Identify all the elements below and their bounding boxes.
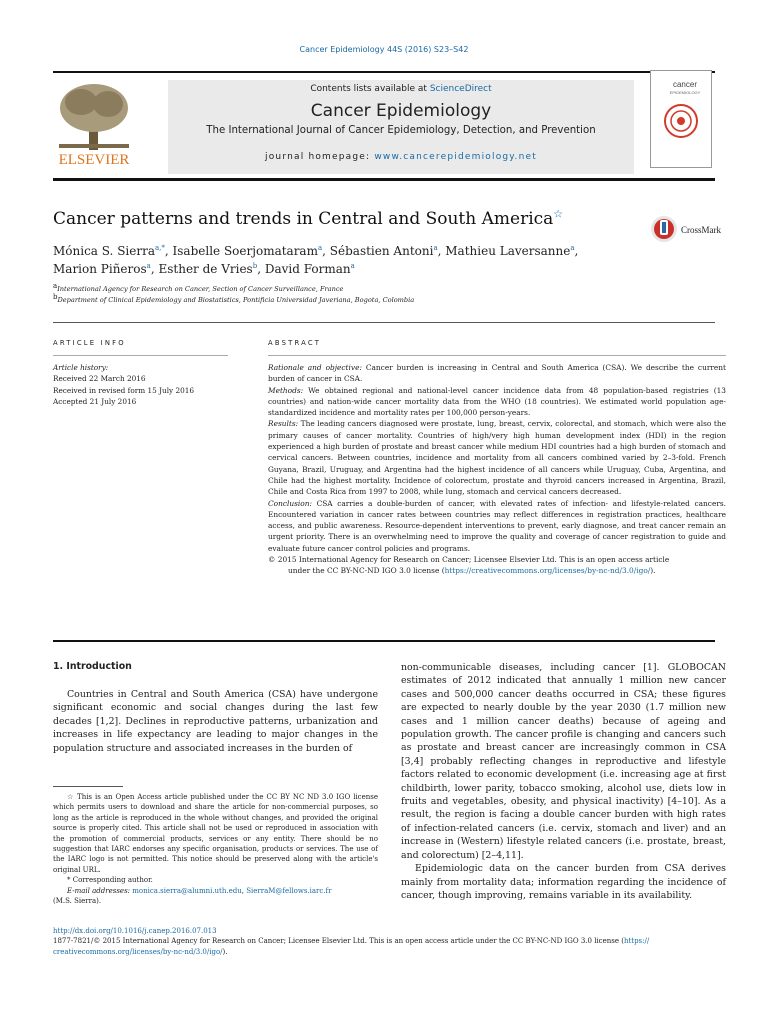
article-info-label: ARTICLE INFO — [53, 339, 126, 347]
svg-text:CrossMark: CrossMark — [681, 225, 721, 235]
email-link-1[interactable]: monica.sierra@alumni.uth.edu — [132, 886, 242, 895]
left-column-text — [53, 688, 378, 755]
copyright-line: 1877-7821/© 2015 International Agency for Research on Cancer; Licensee Elsevier Ltd. This is an open access article under the CC BY-NC-ND IGO 3.0 license (https:// creativecommons.org/licenses/by-nc-nd/3.0/igo/). — [53, 937, 650, 956]
journal-cover-thumbnail[interactable] — [650, 70, 712, 168]
history-accepted: Accepted 21 July 2016 — [53, 396, 137, 406]
author-name: Marion Piñeros — [53, 262, 147, 276]
author-name: Isabelle Soerjomataram — [172, 244, 318, 258]
elsevier-logo — [53, 80, 135, 166]
author-name: Sébastien Antoni — [329, 244, 434, 258]
article-title: Cancer patterns and trends in Central and South America☆ — [53, 207, 564, 229]
license-link[interactable]: https://creativecommons.org/licenses/by-nc-nd/3.0/igo/ — [444, 566, 651, 576]
footnotes — [53, 792, 378, 906]
author-affiliation-mark[interactable]: a — [350, 262, 355, 270]
author-name: Esther de Vries — [158, 262, 253, 276]
article-history — [53, 362, 228, 407]
intro-paragraph-2: Epidemiologic data on the cancer burden from CSA derives mainly from mortality data; information regarding the incidence of cancer, though improving, remains variable in its availability. — [401, 863, 726, 901]
section-heading-introduction: 1. Introduction — [53, 661, 132, 672]
history-revised: Received in revised form 15 July 2016 — [53, 385, 195, 395]
history-heading: Article history: — [53, 363, 109, 372]
contents-line: Contents lists available at ScienceDirect — [310, 84, 492, 94]
open-access-footnote: ☆ This is an Open Access article published under the CC BY NC ND 3.0 IGO license which permits users to download and share the article for non-commercial purposes, so long as the article is reproduced in the whole without changes, and provided the original source is properly cited. This article shall not be used or reproduced in association with the promotion of commercial products, services or any entity. There should be no suggestion that IARC endorses any specific organisation, products or services. The use of the IARC logo is not permitted. This notice should be preserved along with the article's original URL. — [53, 793, 378, 874]
author-separator: , — [437, 244, 446, 258]
abstract-methods: Methods: We obtained regional and national-level cancer incidence data from 48 population-based registries (13 countries) and nation-wide cancer mortality data from the WHO (18 countries). We estimated world population age-standardized incidence and mortality rates per 100,000 person-years. — [268, 385, 726, 418]
author-separator: , — [257, 262, 265, 276]
author-affiliation-mark[interactable]: a — [570, 244, 575, 252]
crossmark-badge[interactable] — [650, 214, 730, 244]
email-link-2[interactable]: SierraM@fellows.iarc.fr — [246, 886, 332, 895]
affiliation-rule — [53, 322, 715, 323]
abstract-rationale: Rationale and objective: Cancer burden is increasing in Central and South America (CSA). We describe the current burden of cancer in CSA. — [268, 363, 726, 384]
corresponding-author-note: * Corresponding author. — [67, 876, 153, 885]
intro-paragraph-1: Countries in Central and South America (CSA) have undergone significant economic and social changes during the last few decades [1,2]. Declines in reproductive patterns, urbanization and increases in life expectancy are leading to major changes in the population structure and associated increases in the burden of — [53, 689, 378, 754]
affiliation-b: $^b$Department of Clinical Epidemiology and Biostatistics, Pontificia Universidad Javeriana, Bogota, Colombia — [53, 292, 415, 304]
footer-license-link-1[interactable]: https:// — [623, 937, 650, 946]
author-affiliation-mark[interactable]: a — [433, 244, 438, 252]
author-separator: , — [150, 262, 159, 276]
journal-title: Cancer Epidemiology — [310, 101, 492, 121]
title-footnote-star[interactable]: ☆ — [553, 207, 564, 221]
author-separator: , — [322, 244, 330, 258]
history-received: Received 22 March 2016 — [53, 374, 146, 384]
journal-reference[interactable]: Cancer Epidemiology 44S (2016) S23–S42 — [299, 45, 469, 54]
right-column-text — [401, 661, 726, 902]
header-top-rule — [53, 71, 715, 73]
journal-homepage: journal homepage: www.cancerepidemiology.net — [265, 152, 537, 162]
author-list — [53, 242, 653, 278]
article-info-rule — [53, 355, 228, 356]
abstract-body — [268, 362, 726, 577]
header-bottom-rule — [53, 178, 715, 181]
svg-text:cancer: cancer — [672, 80, 698, 89]
sciencedirect-link[interactable]: ScienceDirect — [429, 84, 492, 94]
abstract-bottom-rule — [53, 640, 715, 642]
author-affiliation-mark[interactable]: b — [252, 262, 258, 270]
author-separator: , — [164, 244, 173, 258]
affiliation-a: $^a$International Agency for Research on Cancer, Section of Cancer Surveillance, France — [53, 281, 344, 293]
email-addresses: E-mail addresses: monica.sierra@alumni.uth.edu, SierraM@fellows.iarc.fr — [67, 886, 332, 895]
svg-text:EPIDEMIOLOGY: EPIDEMIOLOGY — [669, 90, 701, 95]
author-name: Mathieu Laversanne — [445, 244, 571, 258]
abstract-label: ABSTRACT — [268, 339, 322, 347]
abstract-rule — [268, 355, 726, 356]
email-owner: (M.S. Sierra). — [53, 897, 102, 906]
abstract-license: © 2015 International Agency for Research on Cancer; Licensee Elsevier Ltd. This is an open access article under the CC BY-NC-ND IGO 3.0 license (https://creativecommons.org/licenses/by-nc-nd/3.0/igo/). — [268, 555, 670, 576]
svg-text:ELSEVIER: ELSEVIER — [58, 152, 130, 166]
journal-homepage-link[interactable]: www.cancerepidemiology.net — [374, 152, 537, 162]
author-name: Mónica S. Sierra — [53, 244, 155, 258]
author-affiliation-mark[interactable]: a — [317, 244, 323, 252]
page-footer — [53, 926, 728, 957]
abstract-conclusion: Conclusion: CSA carries a double-burden of cancer, with elevated rates of infection- and lifestyle-related cancers. Encountered variation in cancer rates between countries may reflect differences in registration practices, healthcare access, and public awareness. Resource-dependent interventions to prevent, early diagnose, and treat cancer remain an urgent priority. There is an overwhelming need to improve the quality and coverage of cancer registration to guide and evaluate future cancer control policies and programs. — [268, 498, 726, 553]
footnote-rule — [53, 786, 123, 787]
author-affiliation-mark[interactable]: a — [146, 262, 151, 270]
footer-license-link-2[interactable]: creativecommons.org/licenses/by-nc-nd/3.0/igo/ — [53, 947, 223, 956]
journal-subtitle: The International Journal of Cancer Epidemiology, Detection, and Prevention — [206, 125, 596, 136]
author-affiliation-mark[interactable]: a,* — [154, 244, 165, 252]
abstract-results: Results: The leading cancers diagnosed were prostate, lung, breast, cervix, colorectal, and stomach, which were also the primary causes of cancer mortality. Countries of high/very high human development index (HDI) in the region experienced a high burden of prostate and breast cancer while medium HDI countries had a high burden of stomach and cervical cancers. Between countries, incidence and mortality from all cancers combined varied by 2–3-fold. French Guyana, Brazil, Uruguay, and Argentina had the highest incidence of all cancers while Uruguay, Cuba, Argentina, and Chile had the highest mortality. Incidence of colorectum, prostate and thyroid cancers increased in Argentina, Brazil, Chile and Costa Rica from 1997 to 2008, while lung, stomach and cervical cancers decreased. — [268, 419, 726, 497]
author-name: David Forman — [264, 262, 351, 276]
doi-link[interactable]: http://dx.doi.org/10.1016/j.canep.2016.07.013 — [53, 927, 217, 935]
author-separator: , — [574, 244, 579, 258]
intro-paragraph-1-cont: non-communicable diseases, including cancer [1]. GLOBOCAN estimates of 2012 indicated that annually 1 million new cancer cases and 500,000 cancer deaths occurred in CSA; these figures are expected to nearly double by the year 2030 (1.7 million new cases and 1 million cancer deaths) because of ageing and population growth. The cancer profile is changing and cancers such as prostate and breast cancer are increasingly common in CSA [3,4] probably reflecting changes in reproductive and lifestyle factors related to economic development (i.e. increasing age at first childbirth, lower parity, tobacco smoking, alcohol use, diets low in fruits and vegetables, obesity, and physical inactivity) [4–10]. As a result, the region is facing a double cancer burden with high rates of infection-related cancers (i.e. cervix, stomach and liver) and an increase in (Western) lifestyle related cancers (i.e. prostate, breast, and colorectum) [2–4,11]. — [401, 662, 726, 861]
